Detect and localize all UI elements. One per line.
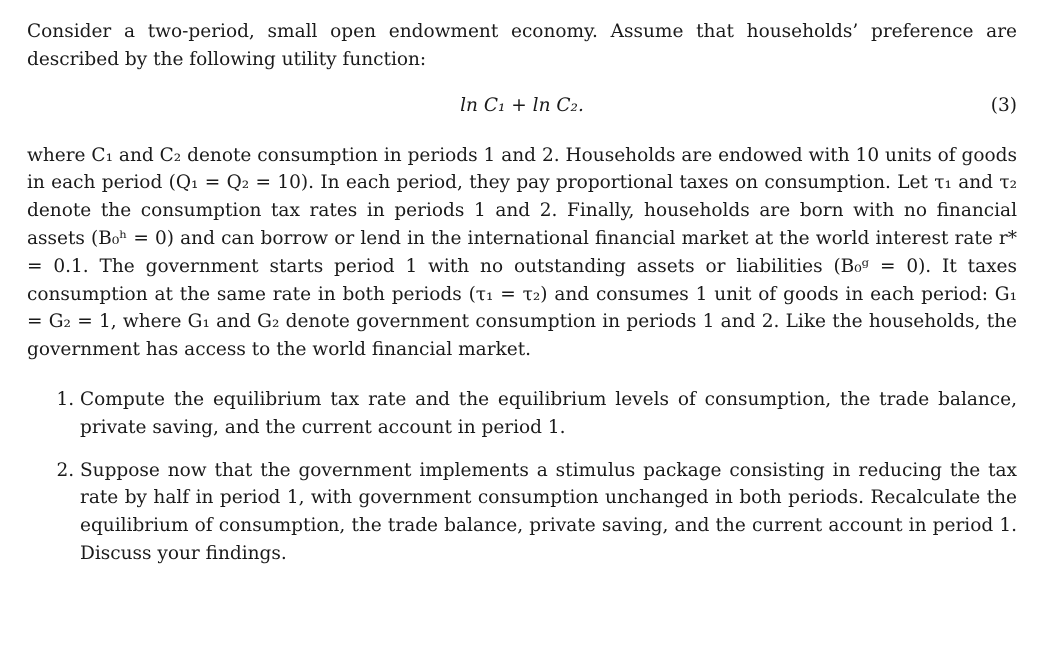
utility-equation-row — [27, 82, 1017, 134]
body-paragraph: where C₁ and C₂ denote consumption in periods 1 and 2. Households are endowed with 10 units of goods in each period (Q₁ = Q₂ = 10). In each period, they pay proportional taxes on consumption. Let τ₁ and τ₂ denote the consumption tax rates in periods 1 and 2. Finally, households are born with no financial assets (B₀ʰ = 0) and can borrow or lend in the international financial market at the world interest rate r* = 0.1. The government starts period 1 with no outstanding assets or liabilities (B₀ᵍ = 0). It taxes consumption at the same rate in both periods (τ₁ = τ₂) and consumes 1 unit of goods in each period: G₁ = G₂ = 1, where G₁ and G₂ denote government consumption in periods 1 and 2. Like the households, the government has access to the world financial market. — [27, 144, 1017, 361]
question-item: 2. Suppose now that the government implements a stimulus package consisting in reducing the tax rate by half in period 1, with government consumption unchanged in both periods. Recalculate the equilibrium of consumption, the trade balance, private saving, and the current account in period 1. Discuss your findings. — [80, 457, 1017, 568]
question-item: 1. Compute the equilibrium tax rate and the equilibrium levels of consumption, the trade balance, private saving, and the current account in period 1. — [80, 386, 1017, 442]
problem-text — [27, 18, 1017, 583]
utility-equation: ln C₁ + ln C₂. — [460, 94, 584, 116]
question-list — [27, 386, 1017, 568]
intro-paragraph: Consider a two-period, small open endowment economy. Assume that households’ preference are described by the following utility function: — [27, 21, 1017, 70]
equation-number: (3) — [990, 94, 1017, 116]
